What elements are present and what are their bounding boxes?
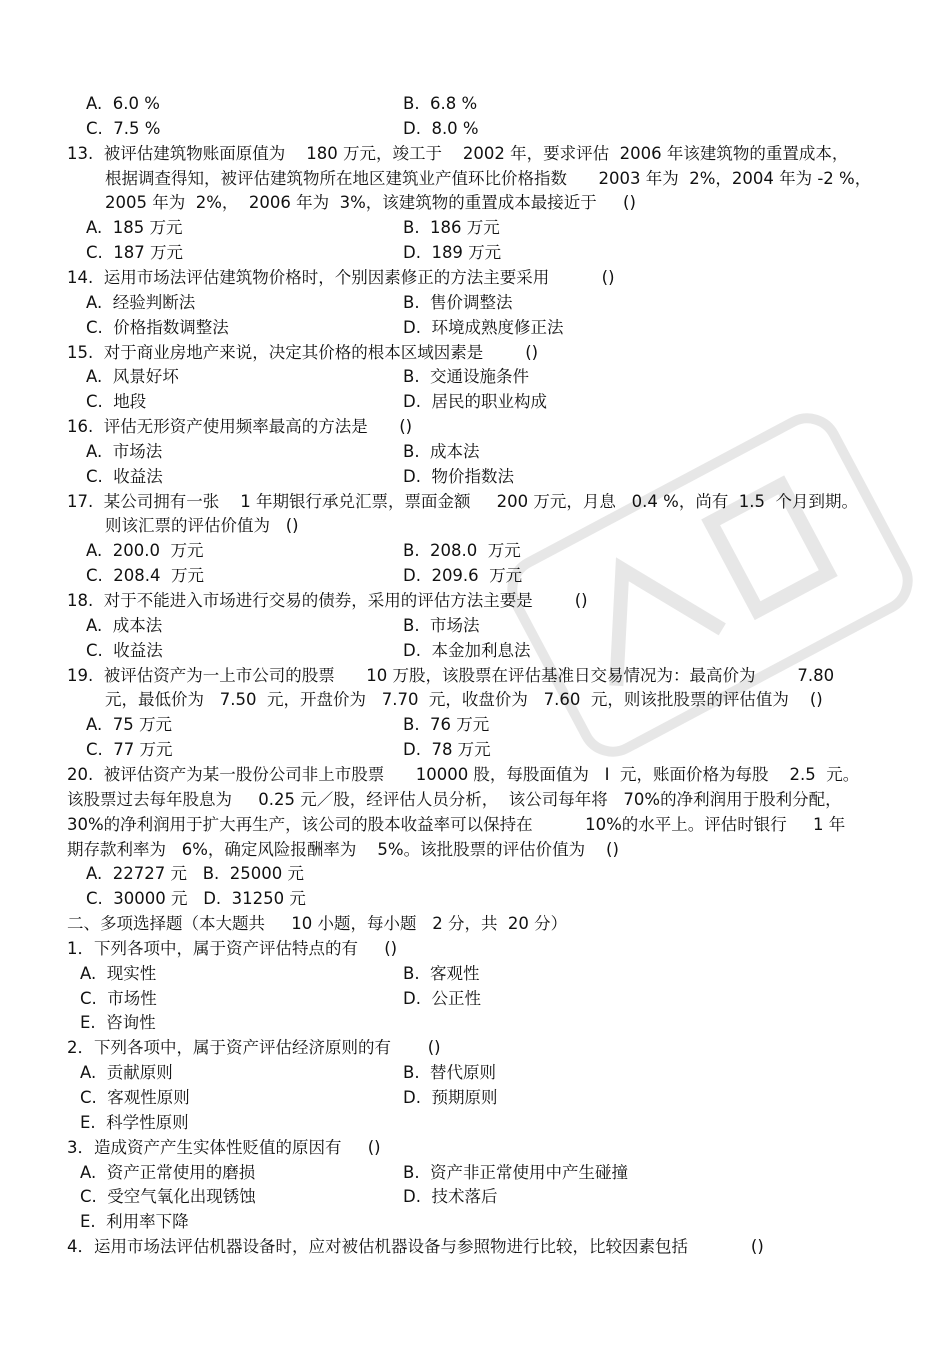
question-text: 期存款利率为 6%，确定风险报酬率为 5%。该批股票的评估价值为 ()	[67, 839, 619, 859]
option-left: A. 200.0 万元	[86, 541, 204, 561]
option-right: B. 交通设施条件	[403, 367, 530, 387]
question-text: 2005 年为 2%， 2006 年为 3%，该建筑物的重置成本最接近于 ()	[105, 193, 636, 213]
option-right: B. 市场法	[403, 615, 480, 635]
option-right: D. 预期原则	[403, 1088, 498, 1107]
option-right: B. 售价调整法	[403, 292, 513, 312]
option-right: B. 替代原则	[403, 1063, 497, 1083]
option-right: B. 资产非正常使用中产生碰撞	[403, 1162, 629, 1182]
option-left: C. 187 万元	[86, 243, 183, 263]
option-right: D. 环境成熟度修正法	[403, 317, 564, 337]
question-text: 14. 运用市场法评估建筑物价格时，个别因素修正的方法主要采用 ()	[67, 267, 615, 287]
question-text: 3．造成资产产生实体性贬值的原因有 ()	[67, 1137, 381, 1157]
question-text: 18. 对于不能进入市场进行交易的债券，采用的评估方法主要是 ()	[67, 591, 588, 610]
option-left: A. 经验判断法	[86, 292, 196, 312]
option-left: A. 风景好坏	[86, 367, 179, 387]
option-right: D. 78 万元	[403, 740, 491, 760]
option-left: A. 75 万元	[86, 715, 172, 735]
option-left: A. 市场法	[86, 441, 163, 461]
question-text: 根据调查得知，被评估建筑物所在地区建筑业产值环比价格指数 2003 年为 2%，2004 年为 -2 %，	[105, 168, 872, 188]
option-left: C. 地段	[86, 392, 147, 412]
option-right: B. 6.8 %	[403, 94, 478, 113]
question-text: C. 30000 元 D. 31250 元	[86, 889, 306, 909]
option-left: A. 6.0 %	[86, 94, 160, 113]
option-left: C. 7.5 %	[86, 118, 161, 138]
option-left: A. 成本法	[86, 615, 163, 635]
option-right: D. 居民的职业构成	[403, 392, 547, 412]
option-right: B. 208.0 万元	[403, 541, 521, 561]
option-right: D. 189 万元	[403, 243, 502, 263]
question-text: 元，最低价为 7.50 元，开盘价为 7.70 元，收盘价为 7.60 元，则该批股票的评估值为 ()	[105, 690, 823, 710]
question-text: 13. 被评估建筑物账面原值为 180 万元，竣工于 2002 年，要求评估 2006 年该建筑物的重置成本，	[67, 143, 849, 163]
watermark-stamp	[488, 394, 931, 775]
option-left: C. 收益法	[86, 640, 163, 660]
option-right: B. 成本法	[403, 441, 480, 461]
question-text: 16. 评估无形资产使用频率最高的方法是 ()	[67, 417, 413, 437]
option-right: D. 本金加利息法	[403, 640, 531, 660]
option-right: D. 209.6 万元	[403, 566, 523, 586]
option-right: D. 8.0 %	[403, 118, 479, 138]
question-text: 则该汇票的评估价值为 ()	[105, 516, 299, 536]
option-left: A. 185 万元	[86, 218, 183, 238]
option-left: C. 受空气氧化出现锈蚀	[80, 1187, 256, 1207]
option-left: A. 资产正常使用的磨损	[80, 1162, 256, 1182]
option-left: A. 贡献原则	[80, 1063, 173, 1083]
question-text: 20. 被评估资产为某一股份公司非上市股票 10000 股，每股面值为 I 元，账面价格为每股 2.5 元。	[67, 764, 860, 784]
option-left: E. 利用率下降	[80, 1212, 189, 1232]
option-right: D. 公正性	[403, 988, 481, 1008]
question-text: 2．下列各项中，属于资产评估经济原则的有 ()	[67, 1038, 441, 1058]
question-text: 30%的净利润用于扩大再生产，该公司的股本收益率可以保持在 10%的水平上。评估时银行 1 年	[67, 814, 846, 834]
question-text: 4．运用市场法评估机器设备时，应对被估机器设备与参照物进行比较，比较因素包括 ()	[67, 1237, 764, 1257]
option-left: C. 208.4 万元	[86, 566, 204, 586]
option-right: D. 技术落后	[403, 1187, 498, 1207]
question-text: 17. 某公司拥有一张 1 年期银行承兑汇票，票面金额 200 万元，月息 0.4 %，尚有 1.5 个月到期。	[67, 491, 859, 511]
option-left: C. 客观性原则	[80, 1088, 190, 1107]
question-text: 19. 被评估资产为一上市公司的股票 10 万股，该股票在评估基准日交易情况为：最高价为 7.80	[67, 665, 835, 685]
option-left: C. 价格指数调整法	[86, 317, 229, 337]
question-text: A. 22727 元 B. 25000 元	[86, 864, 304, 884]
option-right: B. 76 万元	[403, 715, 490, 735]
question-text: 15. 对于商业房地产来说，决定其价格的根本区域因素是 ()	[67, 342, 539, 362]
option-left: E. 咨询性	[80, 1013, 156, 1033]
option-left: C. 77 万元	[86, 740, 173, 760]
question-text: 二、多项选择题（本大题共 10 小题，每小题 2 分，共 20 分）	[67, 914, 568, 934]
option-right: B. 186 万元	[403, 218, 500, 238]
question-text: 该股票过去每年股息为 0.25 元／股，经评估人员分析， 该公司每年将 70%的净利润用于股利分配，	[67, 789, 842, 809]
option-left: C. 收益法	[86, 466, 163, 486]
option-left: C. 市场性	[80, 988, 157, 1008]
option-left: A. 现实性	[80, 963, 157, 983]
option-left: E. 科学性原则	[80, 1112, 189, 1132]
question-text: 1．下列各项中，属于资产评估特点的有 ()	[67, 938, 398, 958]
option-right: D. 物价指数法	[403, 466, 514, 486]
option-right: B. 客观性	[403, 963, 480, 983]
